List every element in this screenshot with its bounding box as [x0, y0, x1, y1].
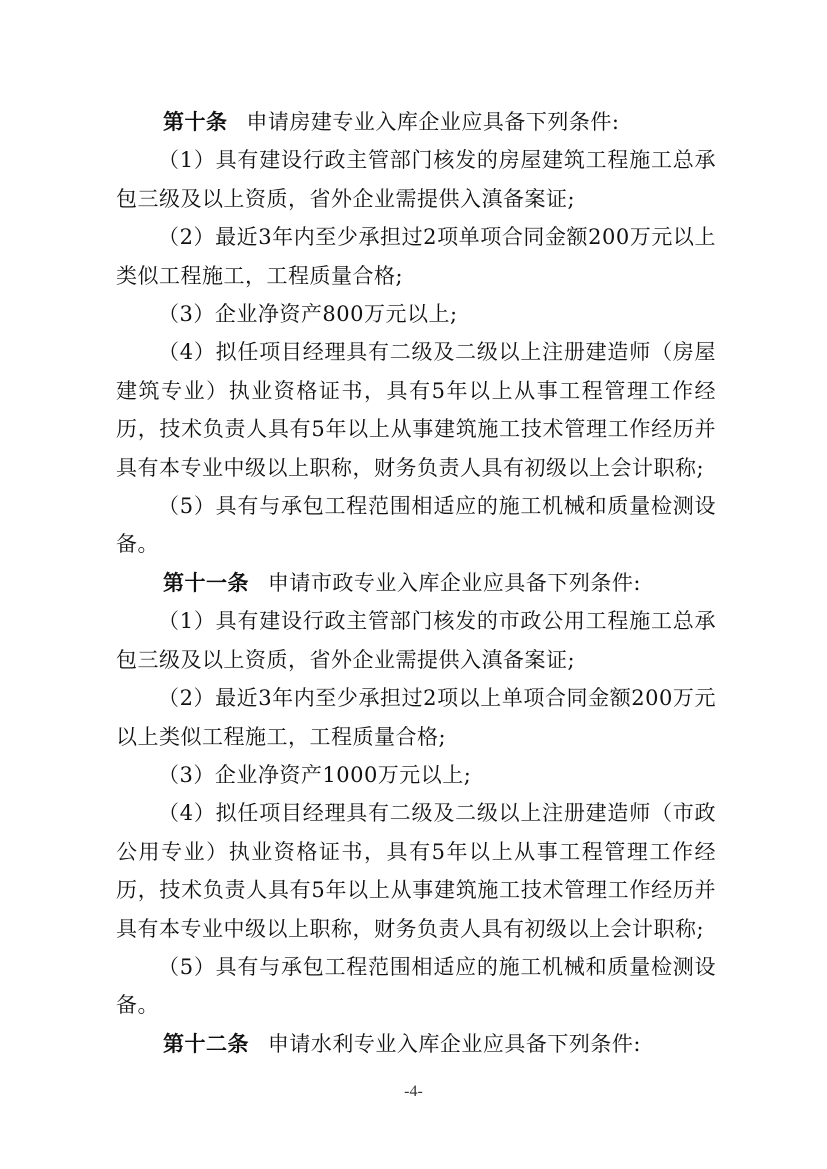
article-10-heading — [116, 103, 716, 141]
article-heading-text: 申请水利专业入库企业应具备下列条件: — [267, 1031, 641, 1056]
article-11-heading — [116, 564, 716, 602]
list-item: （5）具有与承包工程范围相适应的施工机械和质量检测设备。 — [116, 494, 716, 557]
document-body — [116, 103, 716, 1063]
article-heading-text: 申请房建专业入库企业应具备下列条件: — [246, 110, 620, 134]
list-item: （3）企业净资产1000万元以上; — [158, 762, 472, 787]
list-item: （4）拟任项目经理具有二级及二级以上注册建造师（房屋建筑专业）执业资格证书，具有5年以上从事工程管理工作经历，技术负责人具有5年以上从事建筑施工技术管理工作经历并具有本专业中级以上职称，财务负责人具有初级以上会计职称; — [116, 340, 716, 480]
page-number: -4- — [404, 1083, 423, 1100]
list-item: （2）最近3年内至少承担过2项单项合同金额200万元以上类似工程施工，工程质量合格; — [116, 225, 716, 288]
article-label: 第十一条 — [163, 570, 249, 595]
article-label: 第十二条 — [163, 1031, 249, 1056]
list-item: （4）拟任项目经理具有二级及二级以上注册建造师（市政公用专业）执业资格证书，具有5年以上从事工程管理工作经历，技术负责人具有5年以上从事建筑施工技术管理工作经历并具有本专业中级以上职称，财务负责人具有初级以上会计职称; — [116, 801, 716, 941]
article-label: 第十条 — [163, 110, 228, 134]
article-12-heading — [116, 1025, 716, 1063]
list-item: （2）最近3年内至少承担过2项以上单项合同金额200万元以上类似工程施工，工程质量合格; — [116, 686, 716, 749]
article-heading-text: 申请市政专业入库企业应具备下列条件: — [267, 570, 641, 595]
list-item: （1）具有建设行政主管部门核发的房屋建筑工程施工总承包三级及以上资质，省外企业需提供入滇备案证; — [116, 148, 716, 211]
list-item: （3）企业净资产800万元以上; — [158, 302, 458, 327]
list-item: （1）具有建设行政主管部门核发的市政公用工程施工总承包三级及以上资质，省外企业需提供入滇备案证; — [116, 609, 716, 672]
list-item: （5）具有与承包工程范围相适应的施工机械和质量检测设备。 — [116, 954, 716, 1018]
